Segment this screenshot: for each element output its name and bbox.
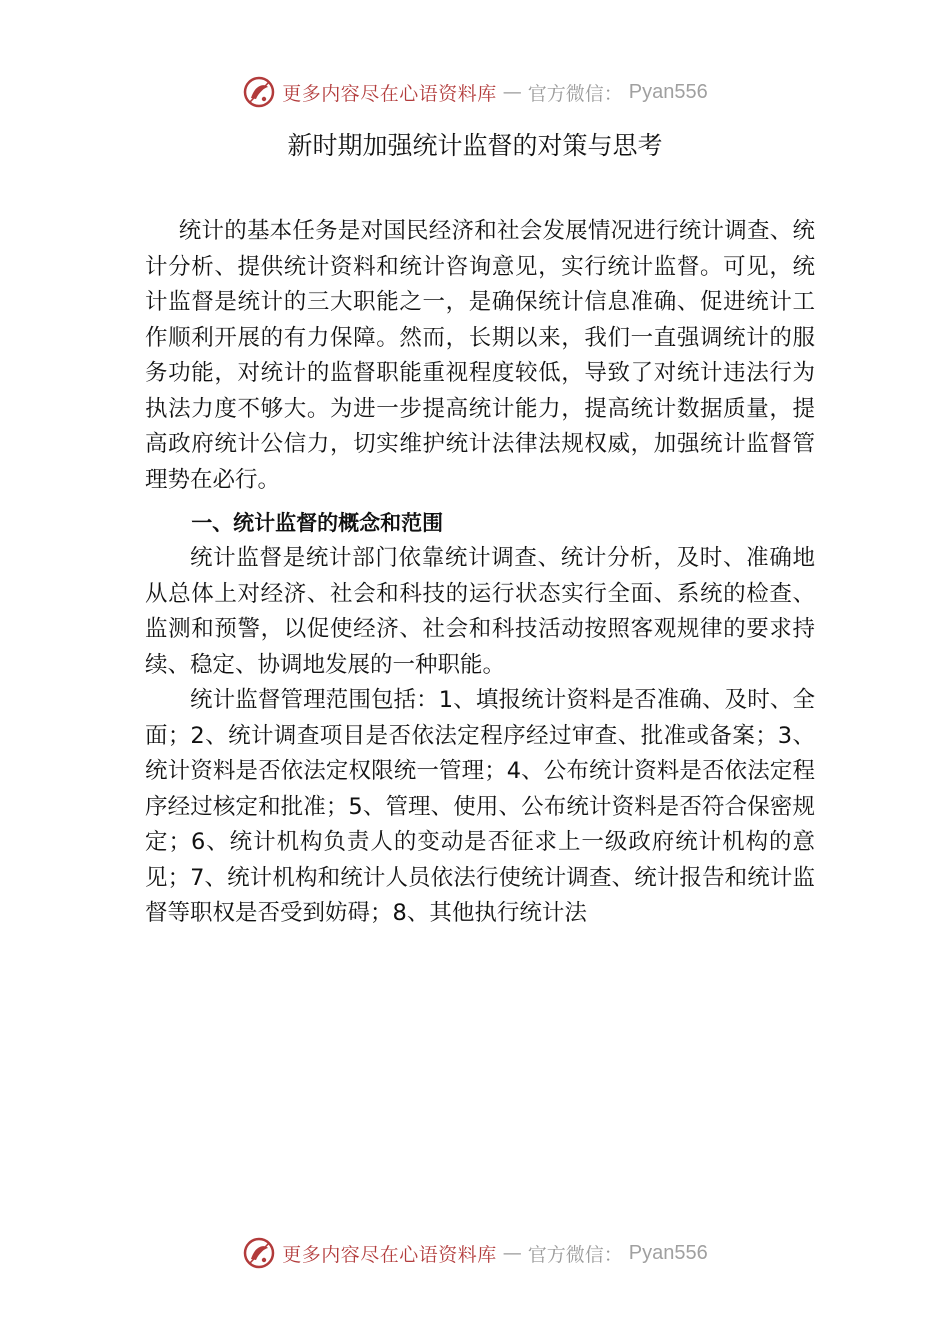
section-paragraph-scope: 统计监督管理范围包括：1、填报统计资料是否准确、及时、全面；2、统计调查项目是否依法定程序经过审查、批准或备案；3、统计资料是否依法定权限统一管理；4、公布统计资料是否依法定程序经过核定和批准；5、管理、使用、公布统计资料是否符合保密规定；6、统计机构负责人的变动是否征求上一级政府统计机构的意见；7、统计机构和统计人员依法行使统计调查、统计报告和统计监督等职权是否受到妨碍；8、其他执行统计法 xyxy=(145,687,815,926)
brand-logo-icon xyxy=(242,1236,276,1270)
footer-banner xyxy=(0,1233,950,1273)
section-heading: 一、统计监督的概念和范围 xyxy=(191,511,444,535)
section-paragraph-definition: 统计监督是统计部门依靠统计调查、统计分析，及时、准确地从总体上对经济、社会和科技的运行状态实行全面、系统的检查、监测和预警，以促使经济、社会和科技活动按照客观规律的要求持续、稳定、协调地发展的一种职能。 xyxy=(145,545,815,678)
banner-wechat-id: Pyan556 xyxy=(628,1241,708,1264)
banner-wechat-label: 官方微信： xyxy=(527,1243,623,1266)
brand-logo-icon xyxy=(242,75,276,109)
banner-wechat-label: 官方微信： xyxy=(527,82,623,105)
banner-brand-text: 更多内容尽在心语资料库 xyxy=(282,82,497,105)
banner-separator: — xyxy=(502,81,522,103)
document-title: 新时期加强统计监督的对策与思考 xyxy=(287,131,663,160)
banner-wechat-id: Pyan556 xyxy=(628,80,708,103)
banner-separator: — xyxy=(502,1242,522,1264)
header-banner xyxy=(0,72,950,112)
document-body xyxy=(145,214,815,932)
intro-paragraph: 统计的基本任务是对国民经济和社会发展情况进行统计调查、统计分析、提供统计资料和统计咨询意见，实行统计监督。可见，统计监督是统计的三大职能之一，是确保统计信息准确、促进统计工作顺利开展的有力保障。然而，长期以来，我们一直强调统计的服务功能，对统计的监督职能重视程度较低，导致了对统计违法行为执法力度不够大。为进一步提高统计能力，提高统计数据质量，提高政府统计公信力，切实维护统计法律法规权威，加强统计监督管理势在必行。 xyxy=(145,218,815,493)
banner-brand-text: 更多内容尽在心语资料库 xyxy=(282,1243,497,1266)
